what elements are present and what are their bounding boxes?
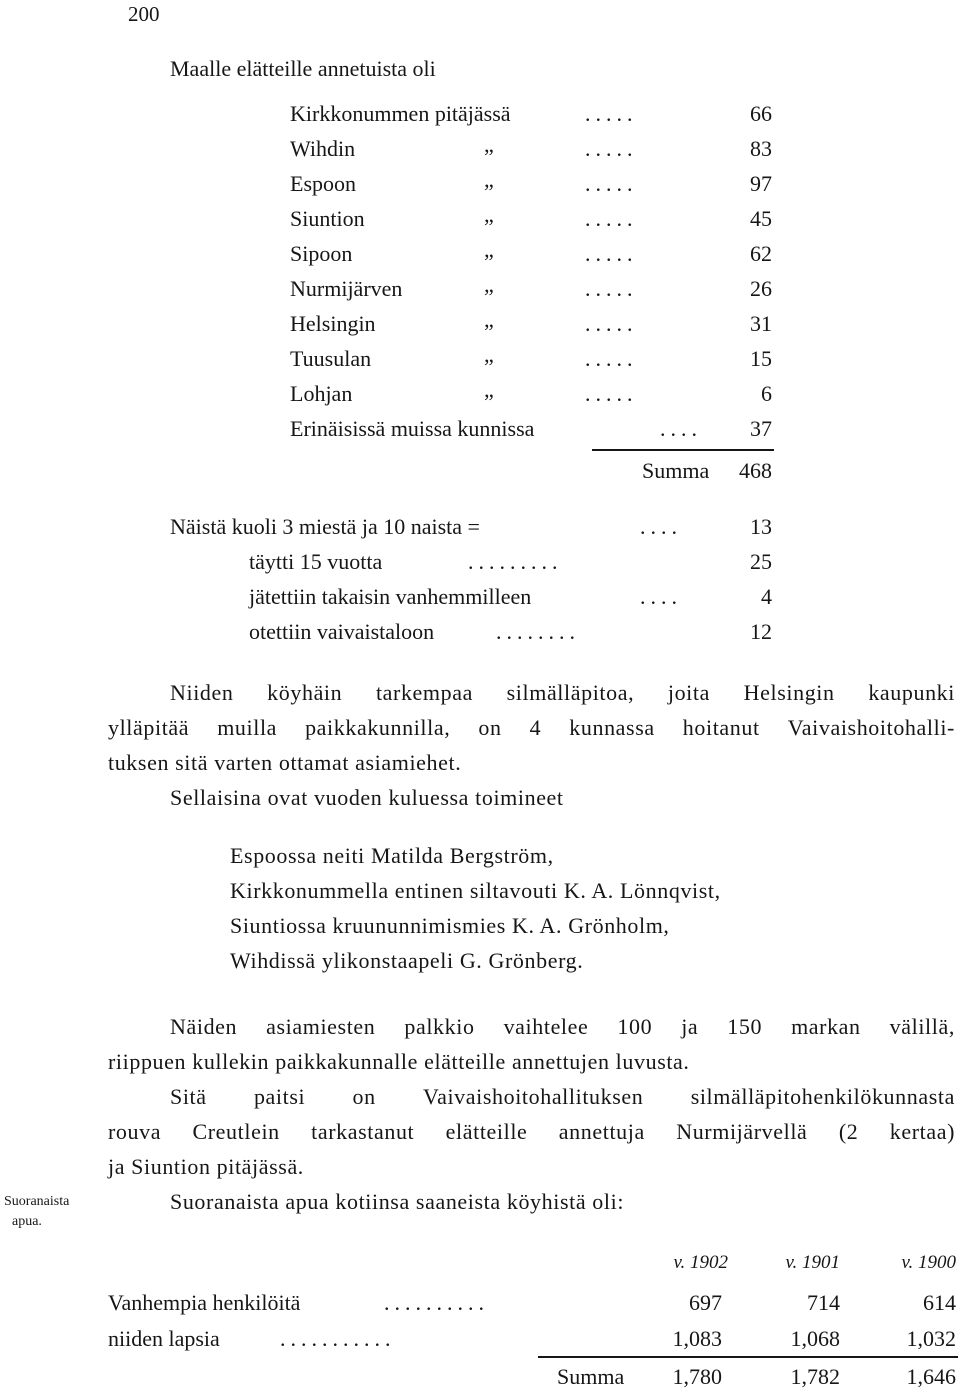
word: välillä, [889,1014,955,1039]
word: asiamiesten [266,1014,376,1039]
word: silmälläpitoa, [506,680,635,705]
word: joita [667,680,710,705]
parish-value: 97 [750,171,772,196]
word: kertaa) [889,1119,955,1144]
paragraph-line: Suoranaista apua kotiinsa saaneista köyhistä oli: [170,1189,625,1214]
dot-leader: .... [640,514,682,539]
parish-row [290,101,511,127]
word: Sitä [170,1084,207,1109]
word: Vaivaishoitohalli- [787,715,955,740]
paragraph-line: Sellaisina ovat vuoden kuluessa toimineet [170,785,564,810]
parish-name: Wihdin [290,136,356,161]
outcome-value: 4 [761,584,772,609]
word: Nurmijärvellä [676,1119,808,1144]
sum-rule [538,1356,958,1358]
parish-name: Lohjan [290,381,353,406]
parish-value: 45 [750,206,772,231]
parish-name: Helsingin [290,311,376,336]
word: on [478,715,502,740]
parish-value: 6 [761,381,772,406]
dot-leader: ..... [585,101,638,126]
outcome-value: 13 [750,514,772,539]
word: paikkakunnilla, [305,715,451,740]
word: 4 [529,715,542,740]
ditto-mark: „ [484,342,494,367]
year-header: v. 1901 [785,1252,840,1273]
word: tarkempaa [375,680,473,705]
paragraph-line: riippuen kullekin paikkakunnalle elätteille annettujen luvusta. [108,1049,690,1074]
paragraph-line [108,710,955,745]
word: 150 [727,1014,763,1039]
ditto-mark: „ [484,307,494,332]
parish-value: 62 [750,241,772,266]
margin-note [4,1192,69,1232]
parish-name: Tuusulan [290,346,372,371]
parish-value: 83 [750,136,772,161]
aid-value: 1,068 [790,1326,840,1351]
paragraph-line [170,1079,955,1114]
aid-value: 614 [923,1290,956,1315]
dot-leader: .......... [384,1290,489,1315]
aid-value: 1,032 [906,1326,956,1351]
word: rouva [108,1119,162,1144]
word: on [352,1084,376,1109]
paragraph-line [170,1009,955,1044]
parish-total-value: 468 [739,458,772,483]
aid-value: 697 [689,1290,722,1315]
parish-name: Siuntion [290,206,365,231]
intro-text: Maalle elätteille annetuista oli [170,56,436,81]
dot-leader: ..... [585,276,638,301]
parish-total-label: Summa [642,458,710,483]
word: silmälläpitohenkilökunnasta [690,1084,955,1109]
word: hoitanut [682,715,760,740]
parish-name: Sipoon [290,241,353,266]
agent-entry: Espoossa neiti Matilda Bergström, [230,843,554,868]
word: ylläpitää [108,715,190,740]
dot-leader: ..... [585,311,638,336]
ditto-mark: „ [484,202,494,227]
word: Vaivaishoitohallituksen [423,1084,644,1109]
parish-value: 31 [750,311,772,336]
dot-leader: .... [660,416,702,441]
word: markan [791,1014,861,1039]
paragraph-line [108,1114,955,1149]
word: Näiden [170,1014,238,1039]
word: kunnassa [569,715,655,740]
word: Helsingin [743,680,835,705]
outcome-value: 12 [750,619,772,644]
outcome-value: 25 [750,549,772,574]
dot-leader: .... [640,584,682,609]
word: paitsi [253,1084,306,1109]
word: Creutlein [192,1119,280,1144]
parish-name: Nurmijärven [290,276,403,301]
paragraph-line [170,675,955,710]
year-header: v. 1902 [673,1252,728,1273]
year-header: v. 1900 [901,1252,956,1273]
word: 100 [617,1014,653,1039]
word: kaupunki [868,680,955,705]
parish-value: 26 [750,276,772,301]
word: tarkastanut [311,1119,415,1144]
agent-entry: Wihdissä ylikonstaapeli G. Grönberg. [230,948,584,973]
ditto-mark: „ [484,167,494,192]
aid-total-value: 1,646 [906,1364,956,1389]
word: köyhäin [267,680,343,705]
dot-leader: ..... [585,206,638,231]
parish-value: 66 [750,101,772,126]
dot-leader: ......... [468,549,563,574]
paragraph-line: ja Siuntion pitäjässä. [108,1154,304,1179]
outcome-text: Näistä kuoli 3 miestä ja 10 naista = [170,514,480,539]
word: annettuja [558,1119,645,1144]
dot-leader: ..... [585,346,638,371]
aid-total-value: 1,782 [790,1364,840,1389]
word: (2 [838,1119,859,1144]
aid-total-label: Summa [557,1364,625,1389]
ditto-mark: „ [484,237,494,262]
parish-name: Erinäisissä muissa kunnissa [290,416,535,441]
dot-leader: ..... [585,136,638,161]
ditto-mark: „ [484,132,494,157]
margin-note-line: apua. [12,1214,42,1229]
dot-leader: ........... [280,1326,396,1351]
word: vaihtelee [503,1014,589,1039]
dot-leader: ..... [585,171,638,196]
dot-leader: ..... [585,241,638,266]
dot-leader: ..... [585,381,638,406]
agent-entry: Kirkkonummella entinen siltavouti K. A. Lönnqvist, [230,878,721,903]
agent-entry: Siuntiossa kruununnimismies K. A. Grönholm, [230,913,670,938]
paragraph-line: tuksen sitä varten ottamat asiamiehet. [108,750,462,775]
parish-name: Kirkkonummen pitäjässä [290,101,511,126]
word: Niiden [170,680,234,705]
aid-row-label: Vanhempia henkilöitä [108,1290,301,1315]
parish-value: 37 [750,416,772,441]
word: ja [681,1014,699,1039]
aid-value: 1,083 [672,1326,722,1351]
word: palkkio [404,1014,475,1039]
aid-total-value: 1,780 [672,1364,722,1389]
dot-leader: ........ [496,619,580,644]
aid-row-label: niiden lapsia [108,1326,220,1351]
ditto-mark: „ [484,377,494,402]
outcome-text: täytti 15 vuotta [249,549,383,574]
parish-name: Espoon [290,171,356,196]
outcome-text: jätettiin takaisin vanhemmilleen [249,584,532,609]
outcome-text: otettiin vaivaistaloon [249,619,435,644]
parish-value: 15 [750,346,772,371]
ditto-mark: „ [484,272,494,297]
margin-note-line: Suoranaista [4,1194,70,1209]
word: muilla [217,715,278,740]
word: elätteille [445,1119,528,1144]
page-number: 200 [128,2,160,26]
aid-value: 714 [807,1290,840,1315]
sum-rule [592,449,774,451]
